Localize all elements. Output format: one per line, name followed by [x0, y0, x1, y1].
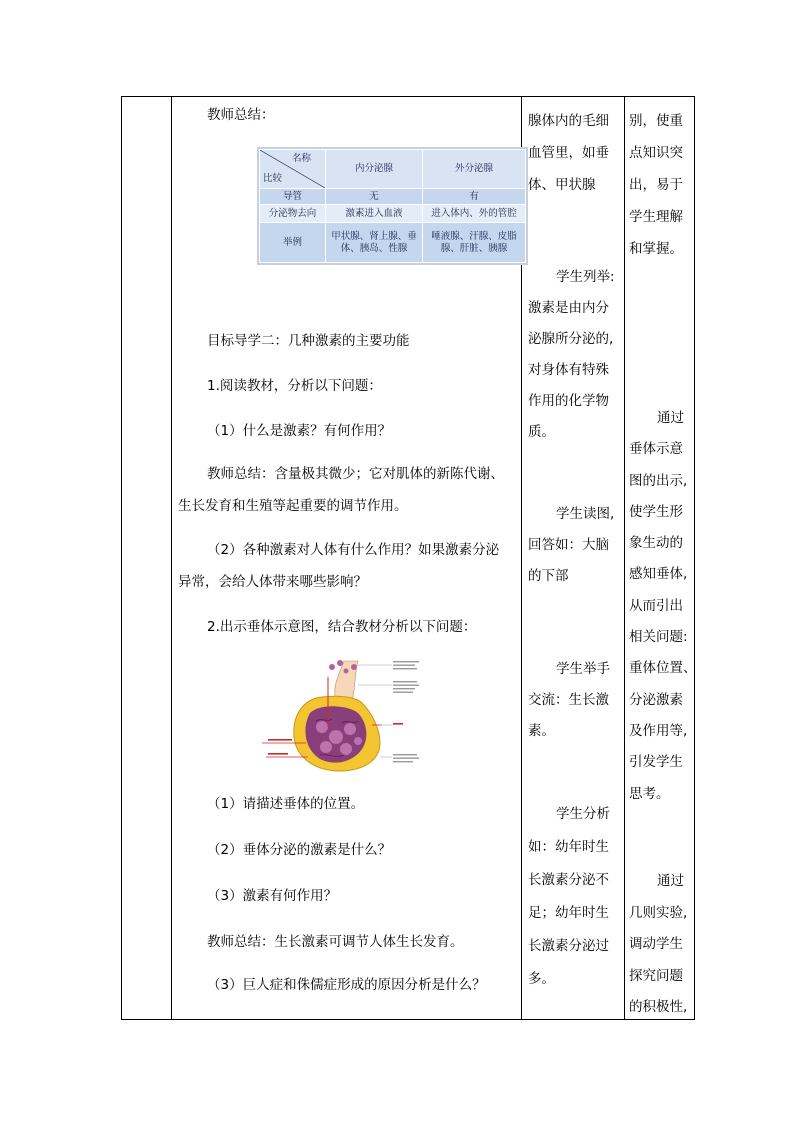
teacher-summary-2-line1: 教师总结：含量极其微少；它对肌体的新陈代谢、: [207, 466, 504, 482]
gland-comparison-table: [257, 147, 528, 265]
question-2-4: （3）巨人症和侏儒症形成的原因分析是什么？: [207, 977, 486, 993]
student-line: 泌腺所分泌的,: [528, 331, 614, 347]
design-line: 感知垂体,: [629, 566, 688, 583]
student-text-d: [528, 654, 610, 747]
student-line: 如：幼年时生: [528, 839, 609, 855]
student-line: 回答如：大脑: [528, 537, 609, 553]
student-line: 体、甲状腺: [528, 177, 596, 193]
student-line: 学生分析: [556, 806, 610, 822]
design-line: 垂体示意: [629, 441, 683, 458]
student-line: 长激素分泌不: [528, 872, 609, 888]
design-line: 别，使重: [629, 113, 683, 129]
teacher-summary-label: 教师总结：: [207, 107, 275, 123]
student-line: 素。: [528, 723, 555, 739]
teacher-summary-3: 教师总结：生长激素可调节人体生长发育。: [207, 934, 464, 950]
design-line: 通过: [657, 873, 684, 889]
row-label-destination: 分泌物去向: [260, 205, 326, 223]
student-line: 学生列举:: [556, 269, 615, 285]
header-exocrine: 外分泌腺: [423, 150, 526, 189]
design-line: 引发学生: [629, 754, 683, 771]
design-line: 几则实验,: [629, 904, 688, 921]
student-line: 足；幼年时生: [528, 905, 609, 921]
design-line: 从而引出: [629, 597, 683, 614]
teacher-summary-2-line2: 生长发育和生殖等起重要的调节作用。: [178, 498, 408, 514]
student-text-b: [528, 262, 615, 448]
cell-duct-endocrine: 无: [326, 189, 423, 205]
student-line: 对身体有特殊: [528, 362, 609, 378]
design-intent-column: [625, 97, 695, 1019]
student-line: 的下部: [528, 568, 569, 584]
design-line: 的积极性,: [629, 999, 688, 1015]
cell-example-exocrine: 唾液腺、汗腺、皮脂腺、肝脏、胰腺: [423, 223, 526, 263]
student-text-c: [528, 499, 614, 592]
question-2-intro: 2.出示垂体示意图，结合教材分析以下问题：: [207, 619, 477, 635]
lesson-plan-table: [121, 96, 695, 1020]
design-line: 和掌握。: [629, 241, 683, 257]
cell-duct-exocrine: 有: [423, 189, 526, 205]
student-line: 血管里，如垂: [528, 145, 609, 161]
pituitary-diagram: [262, 657, 422, 775]
design-line: 出，易于: [629, 177, 683, 193]
design-line: 相关问题:: [629, 629, 688, 646]
design-text-a: [629, 105, 683, 265]
cell-example-endocrine: 甲状腺、肾上腺、垂体、胰岛、性腺: [326, 223, 423, 263]
design-text-c: [629, 866, 687, 1024]
design-line: 学生理解: [629, 209, 683, 225]
design-line: 重体位置、: [629, 660, 697, 677]
question-1-intro: 1.阅读教材，分析以下问题：: [207, 378, 382, 394]
question-2-1: （1）请描述垂体的位置。: [207, 796, 365, 812]
student-text-a: [528, 105, 609, 201]
corner-label-compare: 比较: [263, 173, 283, 184]
student-line: 作用的化学物: [528, 393, 609, 409]
design-line: 分泌激素: [629, 691, 683, 708]
question-1-1: （1）什么是激素？有何作用？: [207, 423, 392, 439]
student-line: 质。: [528, 424, 555, 440]
teacher-activity-column: [172, 97, 521, 1019]
student-line: 腺体内的毛细: [528, 113, 609, 129]
goal-heading-2: 目标导学二：几种激素的主要功能: [207, 333, 410, 349]
design-line: 使学生形: [629, 503, 683, 520]
question-1-2-line2: 异常，会给人体带来哪些影响？: [178, 574, 367, 590]
row-label-duct: 导管: [260, 189, 326, 205]
design-line: 思考。: [629, 785, 670, 802]
student-line: 多。: [528, 971, 555, 987]
design-line: 通过: [657, 410, 684, 426]
design-line: 调动学生: [629, 936, 683, 952]
student-line: 激素是由内分: [528, 300, 609, 316]
student-line: 长激素分泌过: [528, 938, 609, 954]
question-2-3: （3）激素有何作用？: [207, 888, 338, 904]
question-1-2-line1: （2）各种激素对人体有什么作用？如果激素分泌: [207, 542, 500, 558]
design-text-b: [629, 403, 697, 810]
student-line: 学生读图,: [556, 506, 615, 522]
table-corner-cell: [260, 150, 326, 189]
row-label-example: 举例: [260, 223, 326, 263]
design-line: 探究问题: [629, 967, 683, 984]
design-line: 及作用等,: [629, 722, 688, 739]
student-text-e: [528, 798, 610, 996]
design-line: 象生动的: [629, 535, 683, 552]
header-endocrine: 内分泌腺: [326, 150, 423, 189]
question-2-2: （2）垂体分泌的激素是什么？: [207, 842, 392, 858]
cell-destination-endocrine: 激素进入血液: [326, 205, 423, 223]
student-line: 学生举手: [556, 661, 610, 677]
cell-destination-exocrine: 进入体内、外的管腔: [423, 205, 526, 223]
student-activity-column: [522, 97, 624, 1019]
student-line: 交流：生长激: [528, 692, 609, 708]
design-line: 点知识突: [629, 145, 683, 161]
design-line: 图的出示,: [629, 472, 688, 489]
corner-label-name: 名称: [291, 153, 311, 164]
